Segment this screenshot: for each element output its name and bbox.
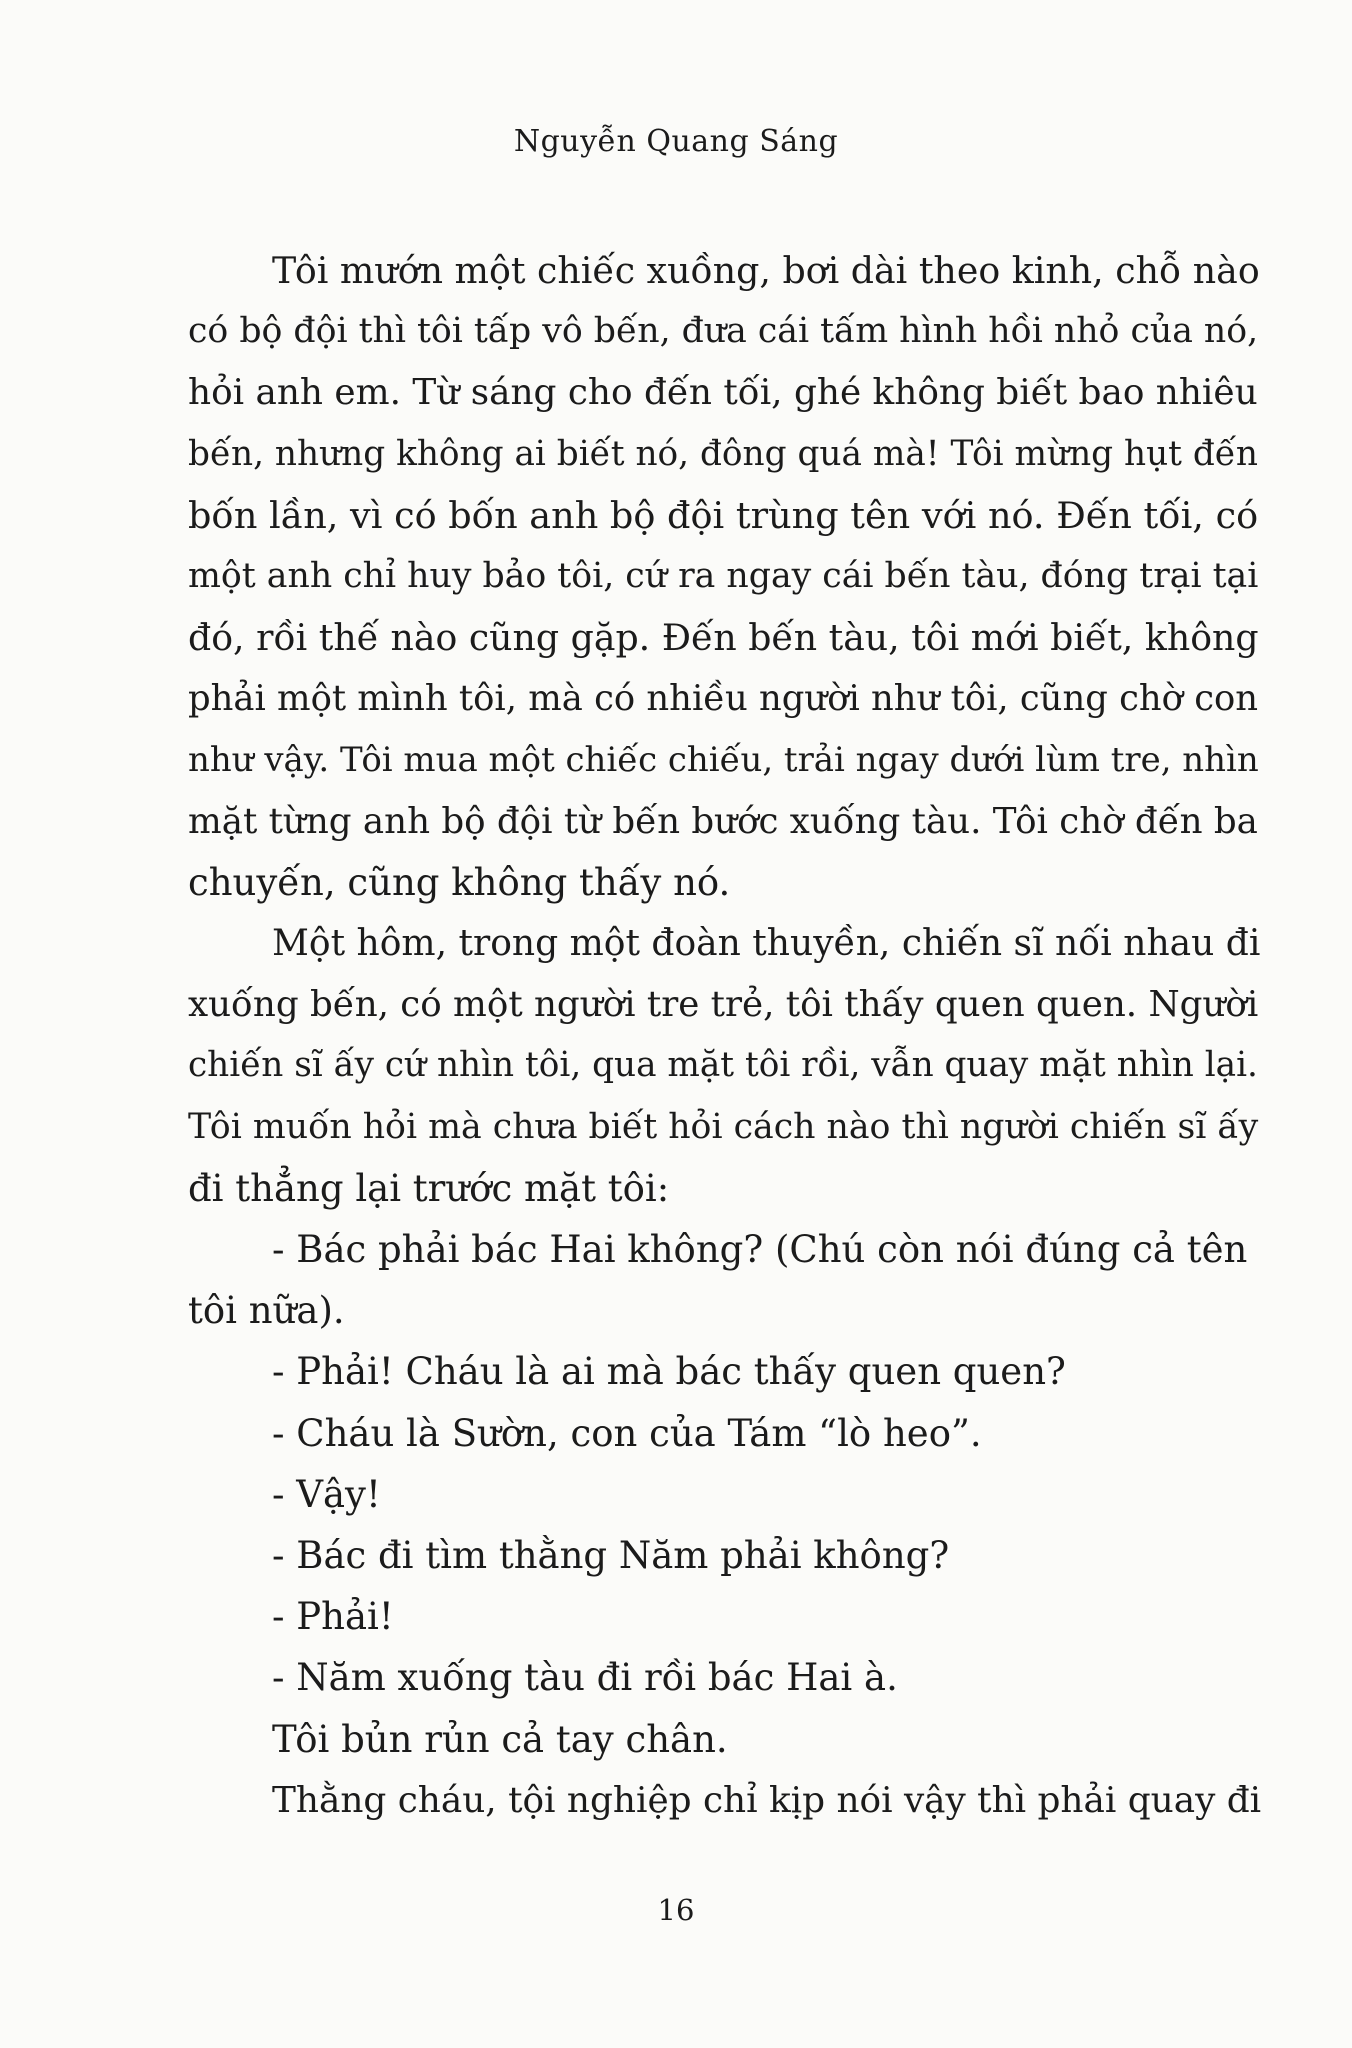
text-line: một anh chỉ huy bảo tôi, cứ ra ngay cái bến tàu, đóng trại tại xyxy=(188,555,1259,596)
dialogue-line: - Bác đi tìm thằng Năm phải không? xyxy=(272,1533,950,1577)
text-line: có bộ đội thì tôi tấp vô bến, đưa cái tấm hình hồi nhỏ của nó, xyxy=(188,311,1259,352)
text-line: bến, nhưng không ai biết nó, đông quá mà! Tôi mừng hụt đến xyxy=(188,433,1258,474)
text-line: Tôi bủn rủn cả tay chân. xyxy=(272,1717,728,1761)
text-line: Tôi mướn một chiếc xuồng, bơi dài theo kinh, chỗ nào xyxy=(272,249,1260,292)
text-line: Một hôm, trong một đoàn thuyền, chiến sĩ nối nhau đi xyxy=(272,923,1261,965)
text-line: chiến sĩ ấy cứ nhìn tôi, qua mặt tôi rồi, vẫn quay mặt nhìn lại. xyxy=(188,1045,1258,1086)
dialogue-line: - Năm xuống tàu đi rồi bác Hai à. xyxy=(272,1656,898,1700)
text-line: hỏi anh em. Từ sáng cho đến tối, ghé không biết bao nhiêu xyxy=(188,372,1258,414)
text-line: tôi nữa). xyxy=(188,1289,345,1333)
text-line: phải một mình tôi, mà có nhiều người như tôi, cũng chờ con xyxy=(188,678,1259,720)
text-line: bốn lần, vì có bốn anh bộ đội trùng tên với nó. Đến tối, có xyxy=(188,493,1259,537)
dialogue-line: - Cháu là Sườn, con của Tám “lò heo”. xyxy=(272,1411,982,1455)
text-line: Tôi muốn hỏi mà chưa biết hỏi cách nào thì người chiến sĩ ấy xyxy=(188,1106,1259,1147)
text-line: xuống bến, có một người tre trẻ, tôi thấy quen quen. Người xyxy=(188,984,1259,1026)
text-line: đó, rồi thế nào cũng gặp. Đến bến tàu, tôi mới biết, không xyxy=(188,616,1259,660)
dialogue-line: - Phải! xyxy=(272,1595,394,1639)
text-line: như vậy. Tôi mua một chiếc chiếu, trải ngay dưới lùm tre, nhìn xyxy=(188,739,1259,780)
text-line: Thằng cháu, tội nghiệp chỉ kịp nói vậy thì phải quay đi xyxy=(272,1779,1262,1821)
text-line: chuyến, cũng không thấy nó. xyxy=(188,860,731,904)
body-text xyxy=(188,240,1264,1831)
dialogue-line: - Phải! Cháu là ai mà bác thấy quen quen? xyxy=(272,1350,1066,1394)
page-number: 16 xyxy=(657,1893,695,1927)
dialogue-line: - Bác phải bác Hai không? (Chú còn nói đúng cả tên xyxy=(272,1228,1248,1271)
running-header-author: Nguyễn Quang Sáng xyxy=(513,124,839,159)
text-line: mặt từng anh bộ đội từ bến bước xuống tàu. Tôi chờ đến ba xyxy=(188,800,1258,842)
dialogue-line: - Vậy! xyxy=(272,1472,381,1516)
text-line: đi thẳng lại trước mặt tôi: xyxy=(188,1166,670,1210)
